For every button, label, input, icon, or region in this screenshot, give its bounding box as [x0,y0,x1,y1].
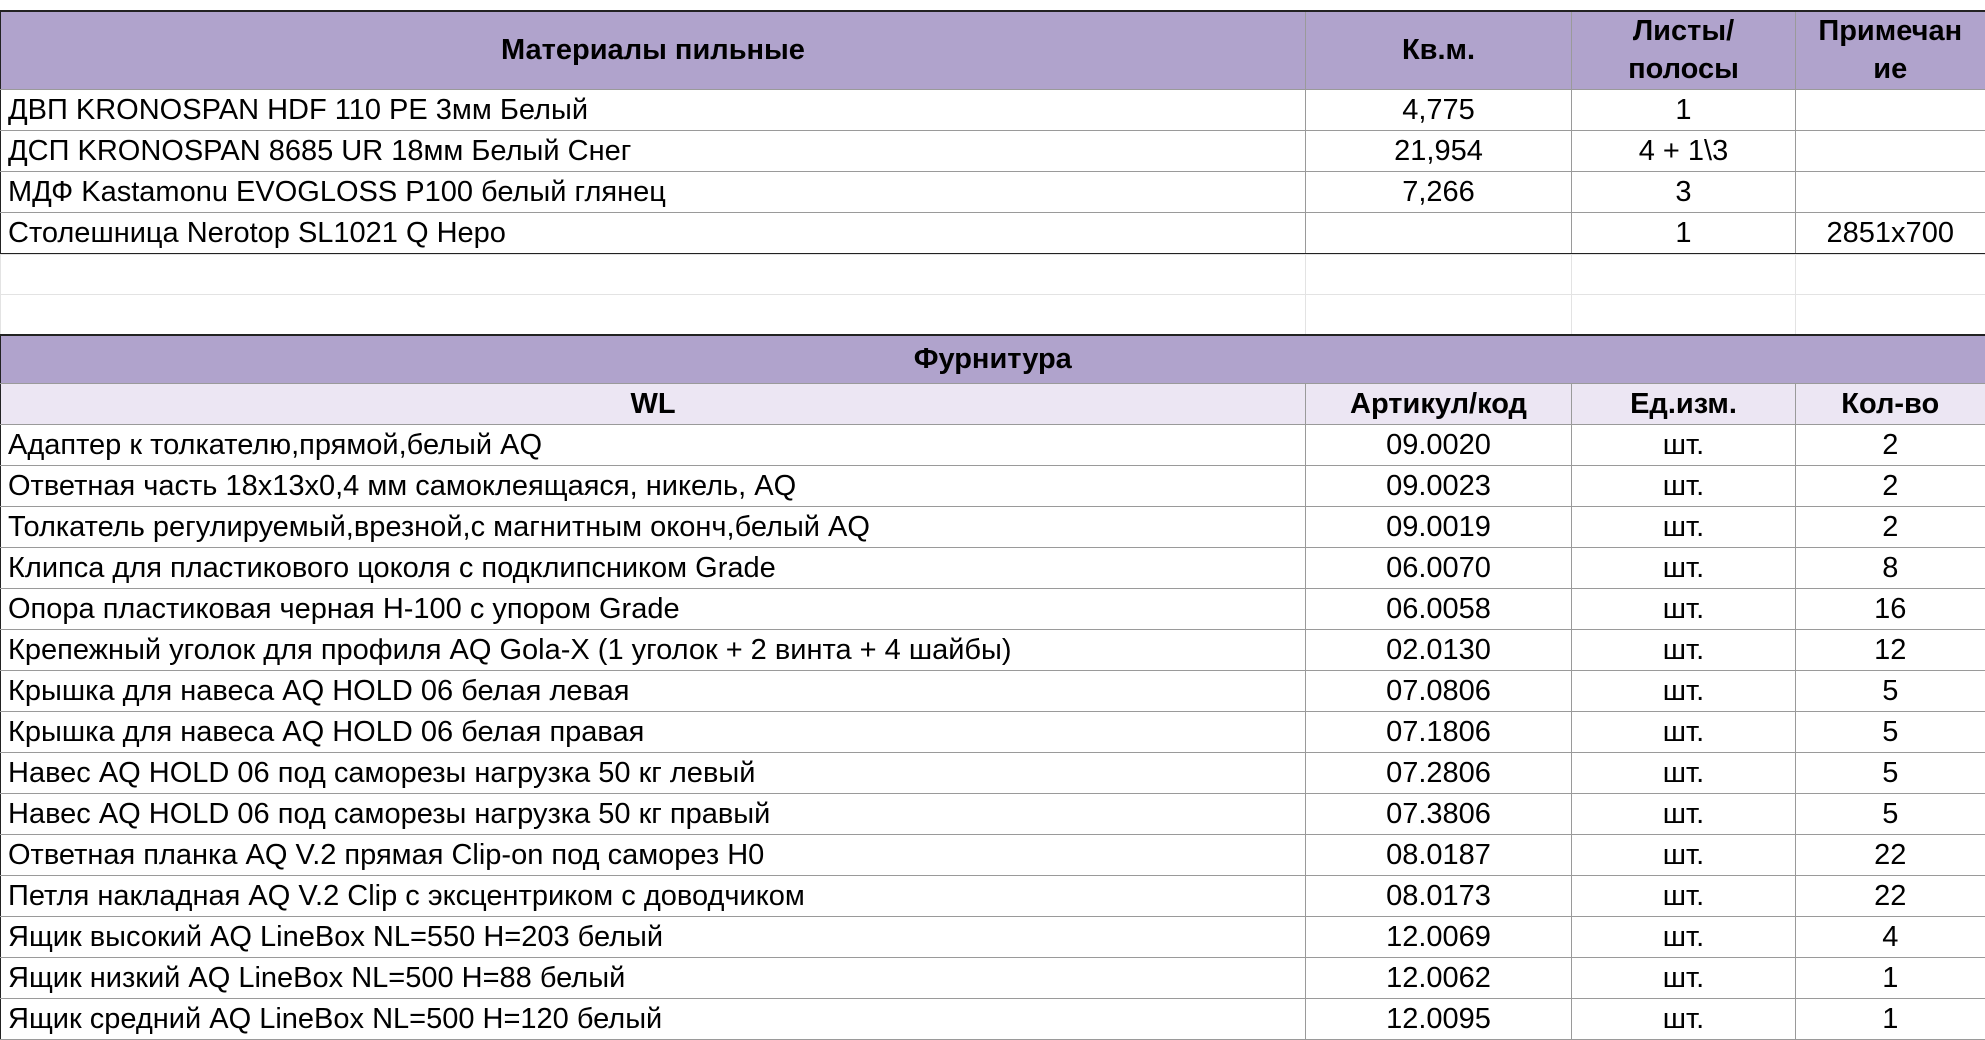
hardware-qty-cell[interactable]: 5 [1796,793,1985,834]
hardware-name-cell[interactable]: Петля накладная AQ V.2 Clip с эксцентриком с доводчиком [1,875,1306,916]
material-sheets-cell[interactable]: 1 [1572,89,1796,130]
hardware-code-cell[interactable]: 12.0069 [1306,916,1572,957]
table-row [1,793,1985,834]
table-row [1,834,1985,875]
hardware-name-cell[interactable]: Ответная часть 18х13х0,4 мм самоклеящаяся, никель, AQ [1,465,1306,506]
table-row [1,998,1985,1039]
hardware-qty-header[interactable]: Кол-во [1796,383,1985,424]
empty-row [1,255,1985,295]
material-sqm-cell[interactable]: 7,266 [1306,171,1572,212]
hardware-qty-cell[interactable]: 1 [1796,998,1985,1039]
hardware-code-cell[interactable]: 08.0187 [1306,834,1572,875]
table-row [1,212,1985,254]
materials-table [0,10,1985,255]
table-row [1,424,1985,465]
hardware-unit-cell[interactable]: шт. [1572,752,1796,793]
material-sheets-cell[interactable]: 3 [1572,171,1796,212]
table-row [1,957,1985,998]
hardware-name-cell[interactable]: Навес AQ HOLD 06 под саморезы нагрузка 50 кг левый [1,752,1306,793]
empty-cell[interactable] [1572,295,1796,335]
material-sheets-cell[interactable]: 4 + 1\3 [1572,130,1796,171]
material-sqm-cell[interactable]: 21,954 [1306,130,1572,171]
hardware-unit-cell[interactable]: шт. [1572,670,1796,711]
material-note-cell[interactable] [1796,130,1985,171]
hardware-name-cell[interactable]: Крышка для навеса AQ HOLD 06 белая правая [1,711,1306,752]
hardware-name-cell[interactable]: Ответная планка AQ V.2 прямая Clip-on под саморез H0 [1,834,1306,875]
hardware-code-cell[interactable]: 12.0095 [1306,998,1572,1039]
table-row [1,629,1985,670]
hardware-qty-cell[interactable]: 16 [1796,588,1985,629]
table-row [1,89,1985,130]
hardware-code-cell[interactable]: 07.0806 [1306,670,1572,711]
hardware-name-cell[interactable]: Крепежный уголок для профиля AQ Gola-X (1 уголок + 2 винта + 4 шайбы) [1,629,1306,670]
hardware-code-cell[interactable]: 12.0062 [1306,957,1572,998]
table-row [1,752,1985,793]
materials-note-header[interactable]: Примечан ие [1796,11,1985,89]
hardware-unit-cell[interactable]: шт. [1572,957,1796,998]
hardware-table [0,334,1985,1040]
empty-cell[interactable] [1,295,1306,335]
hardware-name-cell[interactable]: Навес AQ HOLD 06 под саморезы нагрузка 50 кг правый [1,793,1306,834]
hardware-qty-cell[interactable]: 2 [1796,465,1985,506]
table-row [1,670,1985,711]
hardware-unit-cell[interactable]: шт. [1572,916,1796,957]
hardware-name-cell[interactable]: Крышка для навеса AQ HOLD 06 белая левая [1,670,1306,711]
hardware-qty-cell[interactable]: 4 [1796,916,1985,957]
empty-cell[interactable] [1796,255,1985,295]
hardware-qty-cell[interactable]: 5 [1796,670,1985,711]
hardware-unit-header[interactable]: Ед.изм. [1572,383,1796,424]
hardware-code-cell[interactable]: 07.2806 [1306,752,1572,793]
hardware-name-header[interactable]: WL [1,383,1306,424]
empty-row [1,295,1985,335]
hardware-unit-cell[interactable]: шт. [1572,998,1796,1039]
hardware-unit-cell[interactable]: шт. [1572,834,1796,875]
hardware-unit-cell[interactable]: шт. [1572,588,1796,629]
material-sqm-cell[interactable] [1306,212,1572,254]
hardware-unit-cell[interactable]: шт. [1572,465,1796,506]
table-row [1,875,1985,916]
hardware-unit-cell[interactable]: шт. [1572,793,1796,834]
materials-sqm-header[interactable]: Кв.м. [1306,11,1572,89]
hardware-code-cell[interactable]: 09.0020 [1306,424,1572,465]
hardware-unit-cell[interactable]: шт. [1572,711,1796,752]
table-row [1,506,1985,547]
hardware-name-cell[interactable]: Клипса для пластикового цоколя с подклипсником Grade [1,547,1306,588]
material-name-cell[interactable]: Столешница Nerotop SL1021 Q Неро [1,212,1306,254]
hardware-qty-cell[interactable]: 2 [1796,424,1985,465]
hardware-unit-cell[interactable]: шт. [1572,629,1796,670]
material-note-cell[interactable] [1796,89,1985,130]
hardware-code-cell[interactable]: 06.0058 [1306,588,1572,629]
material-name-cell[interactable]: ДВП KRONOSPAN HDF 110 PE 3мм Белый [1,89,1306,130]
materials-name-header[interactable]: Материалы пильные [1,11,1306,89]
hardware-name-cell[interactable]: Толкатель регулируемый,врезной,с магнитным оконч,белый AQ [1,506,1306,547]
table-row [1,465,1985,506]
hardware-code-cell[interactable]: 06.0070 [1306,547,1572,588]
hardware-title-row [1,335,1985,383]
blank-rows [0,254,1985,335]
empty-cell[interactable] [1306,295,1572,335]
hardware-title[interactable]: Фурнитура [1,335,1985,383]
hardware-name-cell[interactable]: Опора пластиковая черная H-100 с упором Grade [1,588,1306,629]
table-row [1,711,1985,752]
table-row [1,171,1985,212]
empty-cell[interactable] [1796,295,1985,335]
hardware-code-cell[interactable]: 02.0130 [1306,629,1572,670]
hardware-name-cell[interactable]: Ящик средний AQ LineBox NL=500 H=120 белый [1,998,1306,1039]
materials-header-row [1,11,1985,89]
hardware-qty-cell[interactable]: 5 [1796,711,1985,752]
hardware-code-cell[interactable]: 08.0173 [1306,875,1572,916]
hardware-code-cell[interactable]: 09.0023 [1306,465,1572,506]
table-row [1,130,1985,171]
hardware-unit-cell[interactable]: шт. [1572,875,1796,916]
hardware-code-cell[interactable]: 07.3806 [1306,793,1572,834]
hardware-qty-cell[interactable]: 1 [1796,957,1985,998]
material-sheets-cell[interactable]: 1 [1572,212,1796,254]
hardware-qty-cell[interactable]: 8 [1796,547,1985,588]
table-row [1,547,1985,588]
materials-sheets-header[interactable]: Листы/ полосы [1572,11,1796,89]
material-sqm-cell[interactable]: 4,775 [1306,89,1572,130]
hardware-name-cell[interactable]: Ящик высокий AQ LineBox NL=550 H=203 белый [1,916,1306,957]
hardware-qty-cell[interactable]: 12 [1796,629,1985,670]
hardware-name-cell[interactable]: Адаптер к толкателю,прямой,белый AQ [1,424,1306,465]
hardware-qty-cell[interactable]: 22 [1796,875,1985,916]
hardware-unit-cell[interactable]: шт. [1572,547,1796,588]
material-note-cell[interactable]: 2851x700 [1796,212,1985,254]
table-row [1,916,1985,957]
hardware-name-cell[interactable]: Ящик низкий AQ LineBox NL=500 H=88 белый [1,957,1306,998]
hardware-qty-cell[interactable]: 5 [1796,752,1985,793]
material-name-cell[interactable]: МДФ Kastamonu EVOGLOSS P100 белый глянец [1,171,1306,212]
hardware-header-row [1,383,1985,424]
table-row [1,588,1985,629]
material-name-cell[interactable]: ДСП KRONOSPAN 8685 UR 18мм Белый Снег [1,130,1306,171]
hardware-qty-cell[interactable]: 2 [1796,506,1985,547]
material-note-cell[interactable] [1796,171,1985,212]
hardware-code-header[interactable]: Артикул/код [1306,383,1572,424]
hardware-unit-cell[interactable]: шт. [1572,424,1796,465]
empty-cell[interactable] [1572,255,1796,295]
hardware-qty-cell[interactable]: 22 [1796,834,1985,875]
hardware-unit-cell[interactable]: шт. [1572,506,1796,547]
hardware-code-cell[interactable]: 09.0019 [1306,506,1572,547]
empty-cell[interactable] [1,255,1306,295]
hardware-code-cell[interactable]: 07.1806 [1306,711,1572,752]
empty-cell[interactable] [1306,255,1572,295]
